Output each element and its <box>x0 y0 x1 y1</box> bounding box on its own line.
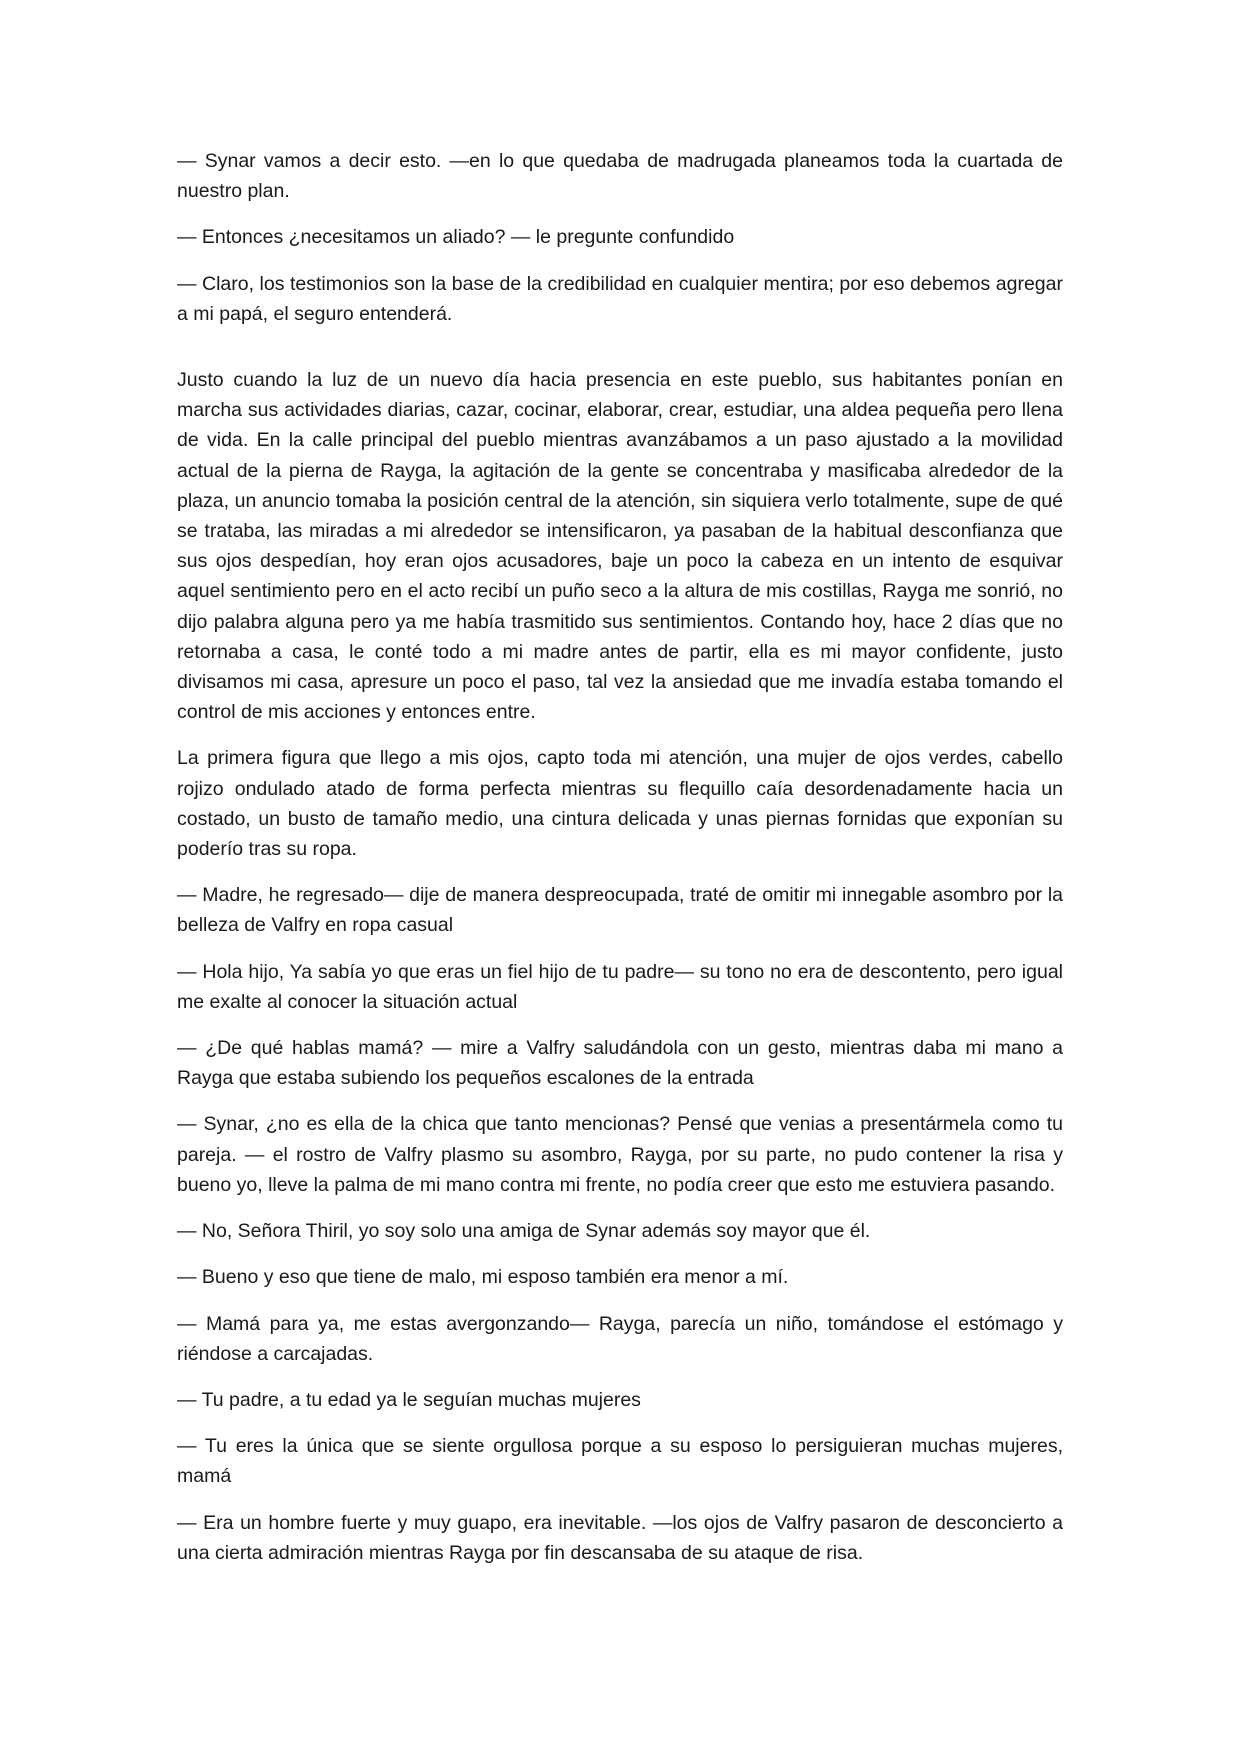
paragraph: — Mamá para ya, me estas avergonzando— Rayga, parecía un niño, tomándose el estómago y riéndose a carcajadas. <box>177 1312 1063 1365</box>
paragraph: — No, Señora Thiril, yo soy solo una amiga de Synar además soy mayor que él. <box>177 1220 871 1243</box>
paragraph: — Claro, los testimonios son la base de la credibilidad en cualquier mentira; por eso debemos agregar a mi papá, el seguro entenderá. <box>177 272 1063 325</box>
paragraph: — Synar vamos a decir esto. —en lo que quedaba de madrugada planeamos toda la cuartada de nuestro plan. <box>177 150 1063 203</box>
paragraph: — Tu eres la única que se siente orgullosa porque a su esposo lo persiguieran muchas mujeres, mamá <box>177 1435 1063 1488</box>
paragraph: — Era un hombre fuerte y muy guapo, era inevitable. —los ojos de Valfry pasaron de desconcierto a una cierta admiración mientras Rayga por fin descansaba de su ataque de risa. <box>177 1511 1063 1564</box>
paragraph: — Madre, he regresado— dije de manera despreocupada, traté de omitir mi innegable asombro por la belleza de Valfry en ropa casual <box>177 884 1063 937</box>
paragraph: Justo cuando la luz de un nuevo día hacia presencia en este pueblo, sus habitantes ponían en marcha sus actividades diarias, cazar, cocinar, elaborar, crear, estudiar, una aldea pequeña pero llena de vida. En la calle principal del pueblo mientras avanzábamos a un paso ajustado a la movilidad actual de la pierna de Rayga, la agitación de la gente se concentraba y masificaba alrededor de la plaza, un anuncio tomaba la posición central de la atención, sin siquiera verlo totalmente, supe de qué se trataba, las miradas a mi alrededor se intensificaron, ya pasaban de la habitual desconfianza que sus ojos despedían, hoy eran ojos acusadores, baje un poco la cabeza en un intento de esquivar aquel sentimiento pero en el acto recibí un puño seco a la altura de mis costillas, Rayga me sonrió, no dijo palabra alguna pero ya me había trasmitido sus sentimientos. Contando hoy, hace 2 días que no retornaba a casa, le conté todo a mi madre antes de partir, ella es mi mayor confidente, justo divisamos mi casa, apresure un poco el paso, tal vez la ansiedad que me invadía estaba tomando el control de mis acciones y entonces entre. <box>177 369 1063 724</box>
paragraph: — Tu padre, a tu edad ya le seguían muchas mujeres <box>177 1388 641 1411</box>
paragraph: — Bueno y eso que tiene de malo, mi esposo también era menor a mí. <box>177 1266 789 1289</box>
paragraph: — Hola hijo, Ya sabía yo que eras un fiel hijo de tu padre— su tono no era de descontento, pero igual me exalte al conocer la situación actual <box>177 960 1063 1013</box>
paragraph: La primera figura que llego a mis ojos, capto toda mi atención, una mujer de ojos verdes, cabello rojizo ondulado atado de forma perfecta mientras su flequillo caía desordenadamente hacia un costado, un busto de tamaño medio, una cintura delicada y unas piernas fornidas que exponían su poderío tras su ropa. <box>177 747 1063 861</box>
document-page <box>177 146 1063 1584</box>
paragraph: — Entonces ¿necesitamos un aliado? — le pregunte confundido <box>177 226 735 249</box>
paragraph: — Synar, ¿no es ella de la chica que tanto mencionas? Pensé que venias a presentármela como tu pareja. — el rostro de Valfry plasmo su asombro, Rayga, por su parte, no pudo contener la risa y bueno yo, lleve la palma de mi mano contra mi frente, no podía creer que esto me estuviera pasando. <box>177 1113 1063 1196</box>
paragraph: — ¿De qué hablas mamá? — mire a Valfry saludándola con un gesto, mientras daba mi mano a Rayga que estaba subiendo los pequeños escalones de la entrada <box>177 1037 1063 1090</box>
